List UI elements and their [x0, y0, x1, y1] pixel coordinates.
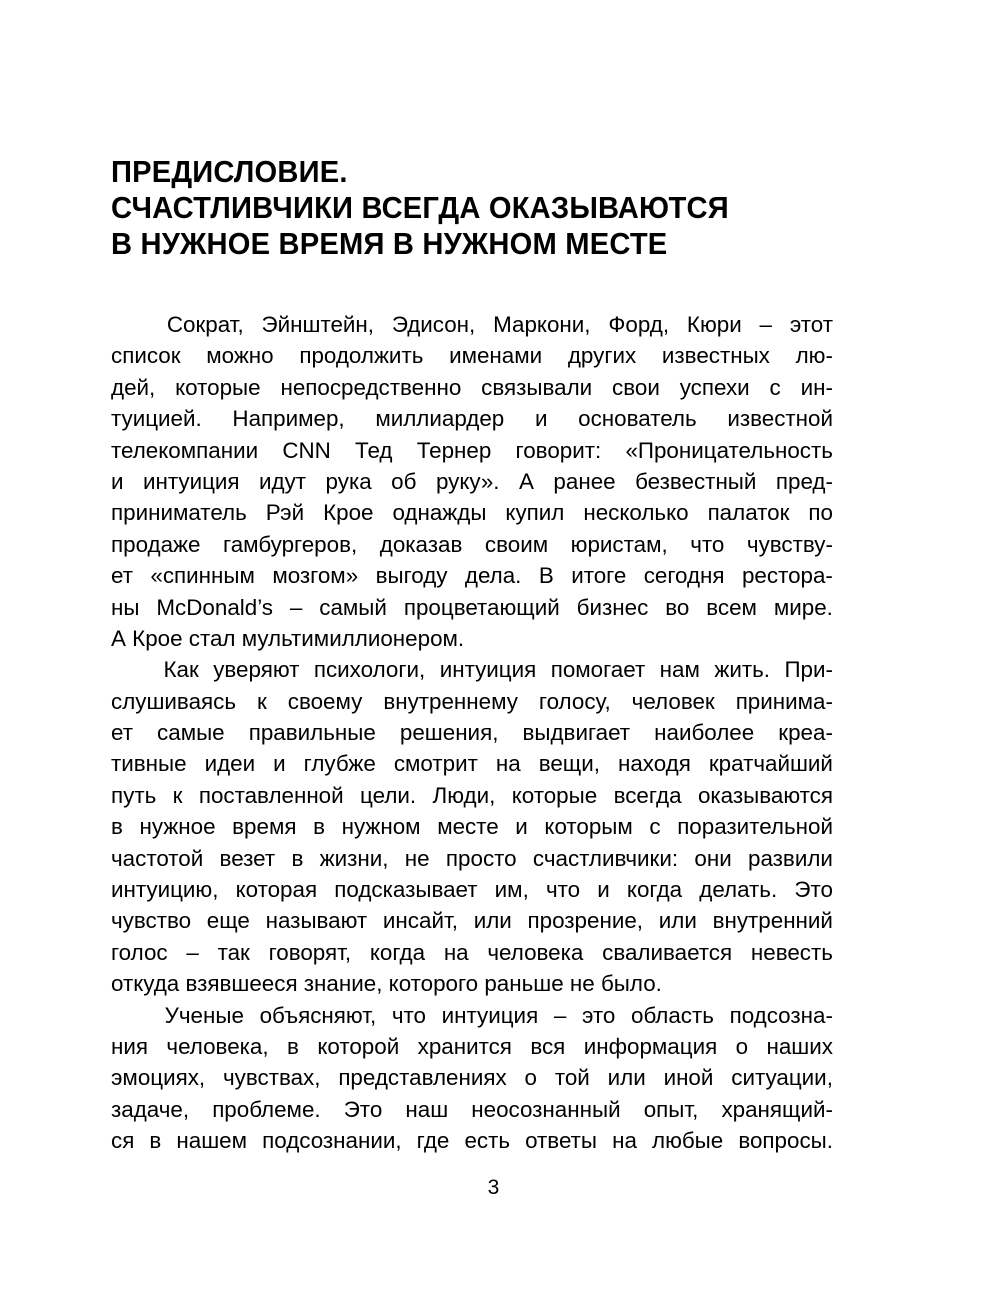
word: мире.	[773, 594, 833, 620]
word: чувствах,	[223, 1065, 321, 1091]
word: Тернер	[416, 437, 492, 463]
word: область	[631, 1002, 714, 1028]
word: не	[404, 845, 430, 871]
chapter-heading-line-2: В НУЖНОЕ ВРЕМЯ В НУЖНОМ МЕСТЕ	[111, 227, 668, 261]
word: интуиция	[439, 657, 537, 683]
word: рестора-	[741, 563, 833, 589]
word: рука	[325, 468, 372, 494]
text-line	[111, 686, 833, 717]
word: невесть	[750, 939, 833, 965]
word: и	[515, 814, 528, 840]
word: в	[291, 845, 304, 871]
word: человека	[487, 939, 584, 965]
word: продаже	[111, 531, 201, 557]
word: любые	[652, 1128, 724, 1154]
word: что	[690, 531, 725, 557]
word: во	[665, 594, 690, 620]
word: Например,	[232, 406, 345, 432]
text-line	[111, 435, 833, 466]
word: где	[416, 1128, 450, 1154]
word: Как	[163, 657, 199, 683]
word: всем	[706, 594, 757, 620]
word: ны	[111, 594, 140, 620]
word: Маркони,	[493, 312, 591, 337]
word: задаче,	[111, 1096, 190, 1122]
word: сваливается	[602, 939, 733, 965]
word: известной	[727, 406, 833, 432]
word: и	[534, 406, 548, 432]
word: доказав	[379, 531, 463, 557]
text-line	[111, 623, 833, 654]
word: наиболее	[654, 720, 755, 746]
word: интуиция	[441, 1002, 539, 1028]
word: итоге	[571, 563, 627, 589]
word: проблеме.	[212, 1096, 321, 1122]
word: –	[186, 939, 199, 965]
word: идут	[259, 468, 307, 494]
word: к	[256, 688, 267, 714]
text-line	[111, 1031, 833, 1062]
word: Люди,	[432, 782, 496, 808]
word: Рэй	[265, 500, 305, 526]
text-line	[111, 309, 833, 340]
word: палаток	[707, 500, 790, 526]
word: прозрение,	[527, 908, 644, 934]
word: сегодня	[643, 563, 725, 589]
word: с	[769, 374, 781, 400]
word: жить.	[714, 657, 770, 683]
word: Ученые	[164, 1002, 244, 1028]
word: дей,	[111, 374, 156, 400]
word: А	[519, 468, 534, 494]
word: так	[217, 939, 250, 965]
word: той	[554, 1065, 590, 1091]
word: Сократ,	[166, 312, 244, 337]
word: нужном	[341, 814, 421, 840]
word: везет	[219, 845, 276, 871]
word: именами	[449, 343, 543, 369]
word: в	[111, 814, 123, 840]
word: к	[172, 782, 183, 808]
paragraph	[111, 1000, 833, 1157]
word: решения,	[399, 720, 499, 746]
word: приниматель	[111, 500, 247, 526]
word: опыт,	[643, 1096, 699, 1122]
chapter-heading-line-1: СЧАСТЛИВЧИКИ ВСЕГДА ОКАЗЫВАЮТСЯ	[111, 191, 729, 225]
text-line	[111, 592, 833, 623]
word: наших	[766, 1033, 833, 1059]
word: жизни,	[319, 845, 389, 871]
word: помогает	[550, 657, 646, 683]
word: чувству-	[746, 531, 833, 557]
chapter-heading-line-0: ПРЕДИСЛОВИЕ.	[111, 155, 348, 189]
word: глубже	[303, 751, 376, 777]
word: инсайт,	[382, 908, 458, 934]
word: гамбургеров,	[223, 531, 358, 557]
word: внутреннему	[383, 688, 518, 714]
text-line	[111, 529, 833, 560]
word: Это	[343, 1096, 383, 1122]
word: цели.	[360, 782, 417, 808]
word: интуиция	[143, 468, 240, 494]
word: вещи,	[538, 751, 600, 777]
word: продолжить	[299, 343, 424, 369]
paragraph-indent	[111, 654, 149, 685]
word: находя	[617, 751, 691, 777]
text-line	[111, 811, 833, 842]
text-line	[111, 937, 833, 968]
word: идеи	[204, 751, 256, 777]
text-line	[111, 403, 833, 434]
word: юристам,	[570, 531, 668, 557]
word: о	[524, 1065, 537, 1091]
word: дела.	[464, 563, 522, 589]
word: которые	[175, 374, 261, 400]
word: и	[273, 751, 286, 777]
text-line	[111, 654, 833, 685]
word: и	[111, 468, 124, 494]
word: Кюри	[686, 312, 742, 337]
text-line	[111, 1125, 833, 1156]
paragraph	[111, 309, 833, 654]
word: кратчайший	[708, 751, 833, 777]
word: или	[473, 908, 512, 934]
word: телекомпании	[111, 437, 259, 463]
word: связывали	[481, 374, 593, 400]
word: голосу,	[538, 688, 611, 714]
word: представлениях	[338, 1065, 507, 1091]
text-line	[111, 780, 833, 811]
word: подсознании,	[262, 1128, 402, 1154]
text-line	[111, 1094, 833, 1125]
word: вся	[530, 1033, 566, 1059]
word: внутренний	[712, 908, 833, 934]
word: ранее	[553, 468, 616, 494]
word: хранится	[417, 1033, 512, 1059]
word: выгоду	[375, 563, 448, 589]
line-text: А Крое стал мультимиллионером.	[111, 625, 465, 651]
word: самые	[157, 720, 225, 746]
word: мозгом»	[272, 563, 359, 589]
word: Тед	[355, 437, 393, 463]
word: купил	[505, 500, 565, 526]
word: своим	[484, 531, 549, 557]
paragraph	[111, 654, 833, 999]
text-line	[111, 874, 833, 905]
word: успехи	[679, 374, 750, 400]
word: говорят,	[268, 939, 352, 965]
word: или	[607, 1065, 646, 1091]
word: интуицию,	[111, 877, 219, 903]
word: других	[567, 343, 637, 369]
word: в	[287, 1033, 299, 1059]
word: принима-	[735, 688, 833, 714]
word: всегда	[613, 782, 682, 808]
word: ет	[111, 720, 133, 746]
word: месте	[437, 814, 499, 840]
word: что	[545, 877, 581, 903]
word: говорит:	[515, 437, 602, 463]
word: известных	[661, 343, 770, 369]
word: ся	[111, 1128, 135, 1154]
word: на	[443, 939, 469, 965]
word: однажды	[392, 500, 487, 526]
word: по	[808, 500, 833, 526]
word: нашем	[176, 1128, 248, 1154]
word: ответы	[525, 1128, 598, 1154]
word: человека,	[166, 1033, 269, 1059]
word: слушиваясь	[111, 688, 237, 714]
word: есть	[464, 1128, 511, 1154]
word: счастливчики:	[532, 845, 679, 871]
text-line	[111, 466, 833, 497]
word: смотрит	[393, 751, 478, 777]
word: чувство	[111, 908, 192, 934]
word: руку».	[435, 468, 500, 494]
word: –	[289, 594, 303, 620]
word: подсозна-	[729, 1002, 833, 1028]
word: это	[581, 1002, 616, 1028]
word: подсказывает	[334, 877, 478, 903]
word: креа-	[778, 720, 833, 746]
word: туицией.	[111, 406, 202, 432]
word: выдвигает	[522, 720, 631, 746]
word: несколько	[583, 500, 689, 526]
word: пред-	[775, 468, 833, 494]
text-line	[111, 905, 833, 936]
paragraph-indent	[111, 1000, 149, 1031]
word: делать.	[699, 877, 778, 903]
word: психологи,	[313, 657, 426, 683]
word: в	[149, 1128, 162, 1154]
word: время	[232, 814, 297, 840]
word: ин-	[800, 374, 833, 400]
word: McDonald’s	[156, 594, 273, 620]
word: процветающий	[403, 594, 560, 620]
word: Эдисон,	[391, 312, 476, 337]
word: Эйнштейн,	[261, 312, 374, 337]
word: нужное	[139, 814, 216, 840]
word: объясняют,	[259, 1002, 377, 1028]
text-line	[111, 748, 833, 779]
chapter-heading	[111, 154, 851, 262]
word: о	[735, 1033, 749, 1059]
word: человек	[631, 688, 715, 714]
word: миллиардер	[375, 406, 505, 432]
word: –	[553, 1002, 567, 1028]
page-number: 3	[487, 1176, 500, 1199]
word: В	[538, 563, 554, 589]
text-line	[111, 497, 833, 528]
word: ния	[111, 1033, 148, 1059]
word: непосредственно	[280, 374, 462, 400]
word: «Проницательность	[625, 437, 833, 463]
word: им,	[494, 877, 529, 903]
word: которая	[235, 877, 318, 903]
text-line	[111, 372, 833, 403]
word: ситуации,	[731, 1065, 833, 1091]
word: развили	[748, 845, 833, 871]
word: –	[759, 312, 772, 337]
word: Крое	[323, 500, 374, 526]
word: которым	[544, 814, 633, 840]
word: правильные	[248, 720, 376, 746]
word: иной	[663, 1065, 714, 1091]
text-line	[111, 968, 833, 999]
word: просто	[445, 845, 517, 871]
word: хранящий-	[721, 1096, 833, 1122]
word: когда	[369, 939, 426, 965]
word: еще	[206, 908, 250, 934]
word: ет	[111, 563, 133, 589]
word: своему	[287, 688, 363, 714]
word: или	[658, 908, 697, 934]
word: можно	[206, 343, 274, 369]
text-line	[111, 1062, 833, 1093]
word: с	[649, 814, 661, 840]
word: самый	[319, 594, 387, 620]
text-line	[111, 843, 833, 874]
text-line	[111, 717, 833, 748]
word: в	[313, 814, 325, 840]
text-line	[111, 340, 833, 371]
word: При-	[784, 657, 833, 683]
word: основатель	[578, 406, 697, 432]
word: тивные	[111, 751, 187, 777]
word: называют	[265, 908, 368, 934]
word: эмоциях,	[111, 1065, 206, 1091]
word: CNN	[282, 437, 331, 463]
word: неосознанный	[471, 1096, 621, 1122]
paragraph-indent	[111, 309, 149, 340]
text-line	[111, 560, 833, 591]
word: нам	[659, 657, 700, 683]
body-text-block	[111, 309, 833, 1157]
word: оказываются	[697, 782, 833, 808]
word: путь	[111, 782, 157, 808]
word: что	[391, 1002, 426, 1028]
word: голос	[111, 939, 168, 965]
word: бизнес	[576, 594, 649, 620]
word: вопросы.	[738, 1128, 833, 1154]
word: поставленной	[198, 782, 344, 808]
word: и	[597, 877, 610, 903]
word: лю-	[795, 343, 833, 369]
word: которые	[511, 782, 598, 808]
word: наш	[405, 1096, 449, 1122]
word: список	[111, 343, 181, 369]
word: частотой	[111, 845, 204, 871]
word: которой	[317, 1033, 400, 1059]
word: Форд,	[608, 312, 670, 337]
word: когда	[626, 877, 683, 903]
word: Это	[794, 877, 833, 903]
word: «спинным	[150, 563, 255, 589]
text-line	[111, 1000, 833, 1031]
word: информация	[583, 1033, 718, 1059]
word: этот	[789, 312, 833, 337]
word: об	[391, 468, 417, 494]
word: поразительной	[677, 814, 833, 840]
word: на	[612, 1128, 637, 1154]
word: они	[694, 845, 732, 871]
word: уверяют	[213, 657, 300, 683]
word: свои	[612, 374, 660, 400]
word: на	[495, 751, 521, 777]
line-text: откуда взявшееся знание, которого раньше не было.	[111, 971, 662, 997]
word: безвестный	[635, 468, 757, 494]
